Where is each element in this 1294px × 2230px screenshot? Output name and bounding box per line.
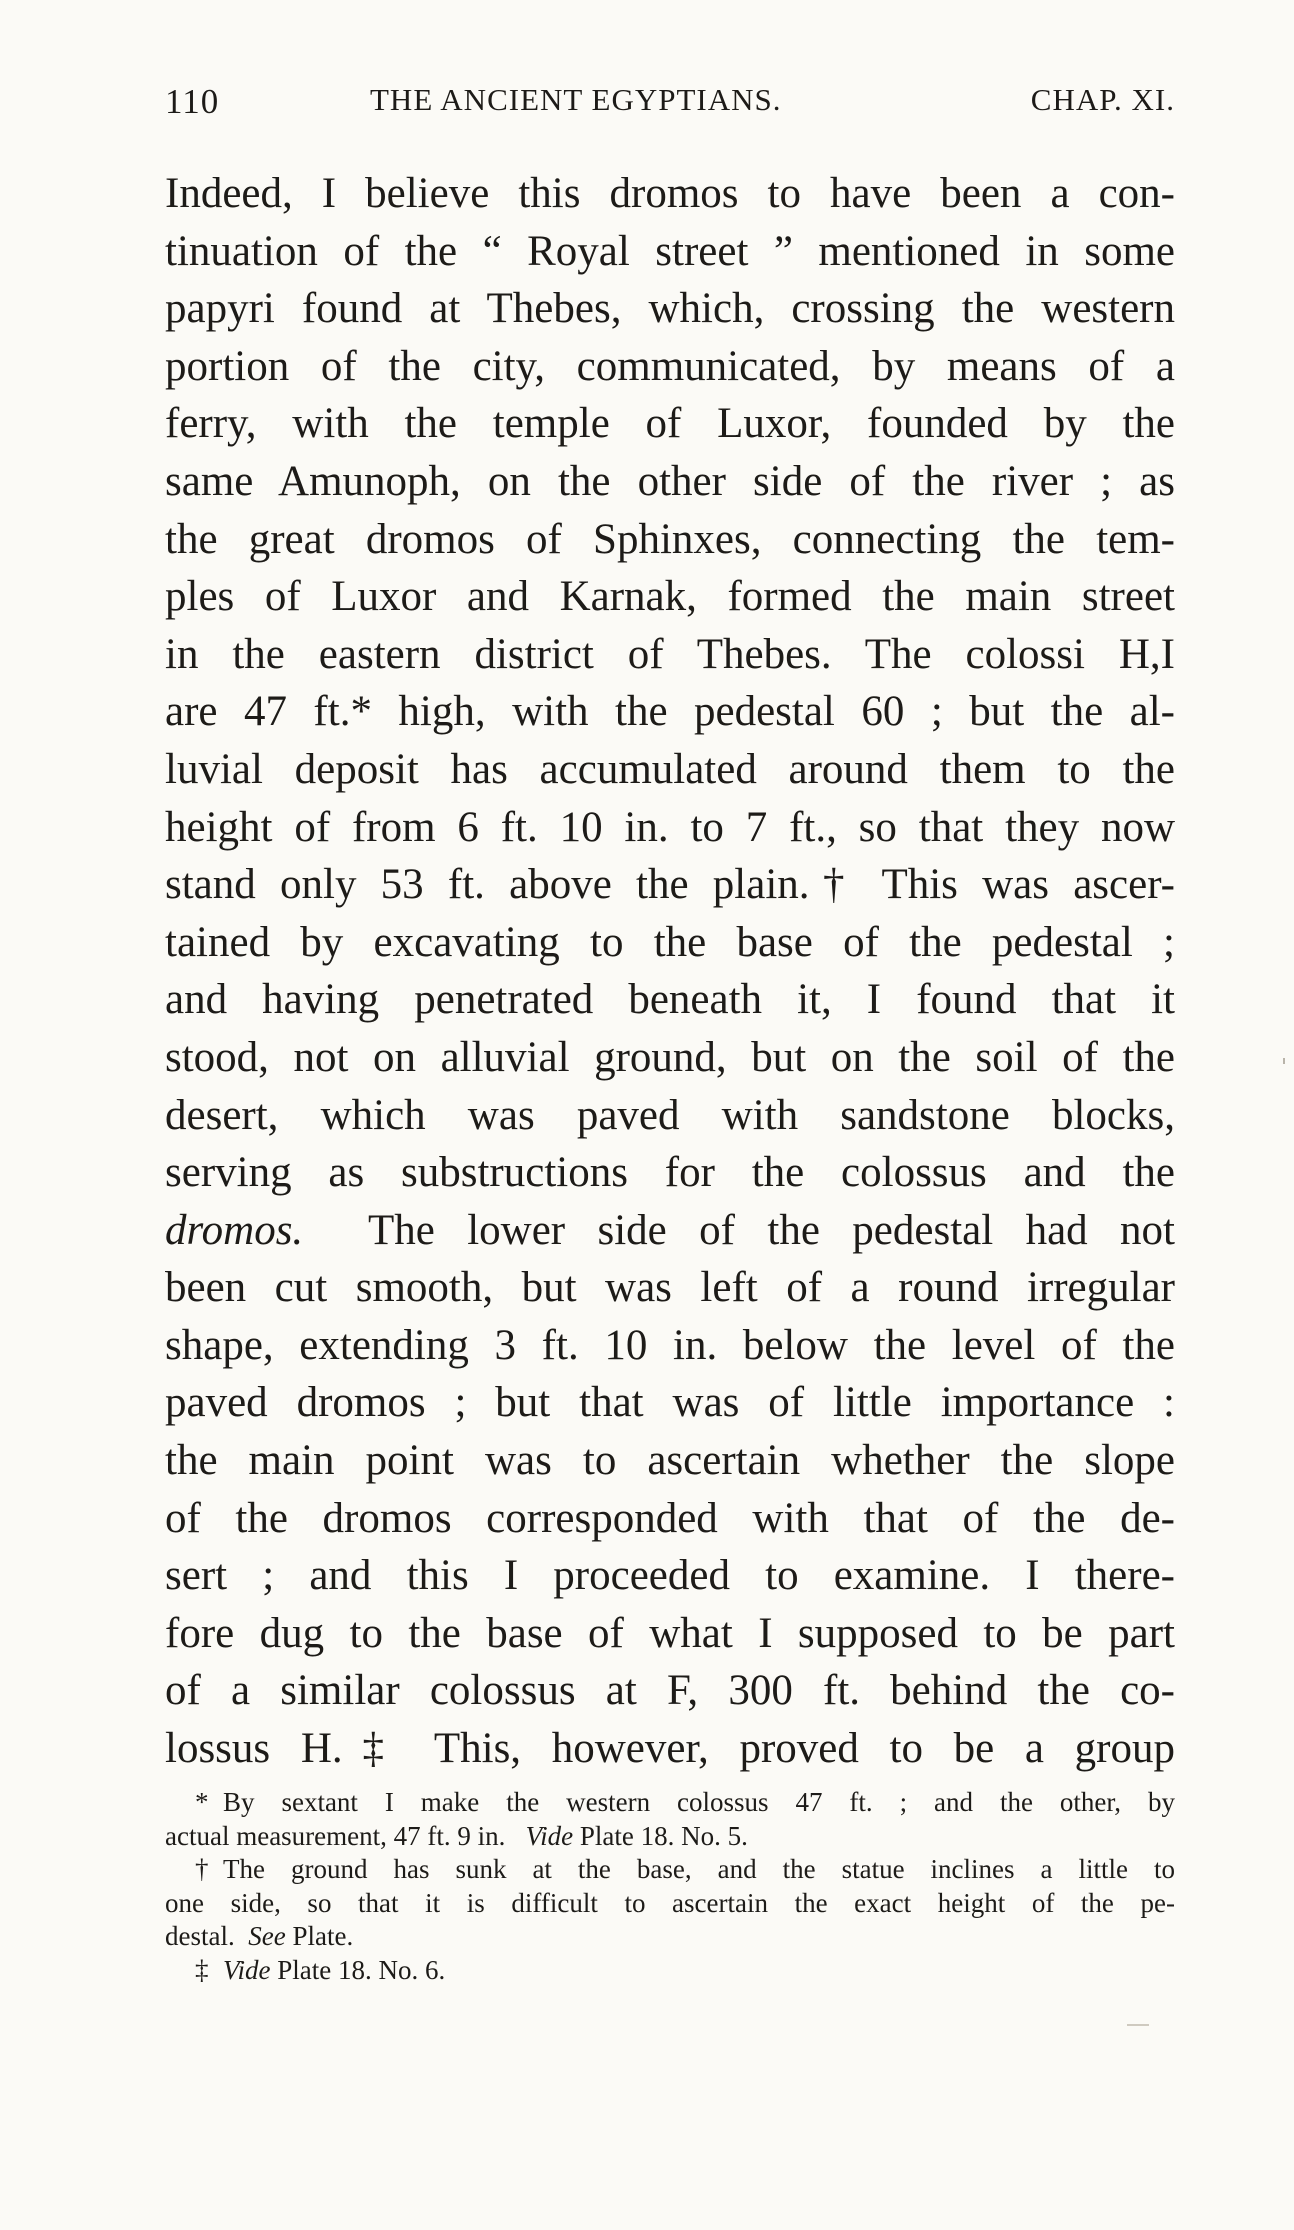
text-line: same Amunoph, on the other side of the river ; as [165,457,1175,505]
text-line: lossus H.‡ This, however, proved to be a group [165,1725,1175,1773]
text-line: papyri found at Thebes, which, crossing the western [165,285,1175,333]
text-line: and having penetrated beneath it, I found that it [165,976,1175,1024]
text-line: portion of the city, communicated, by means of a [165,342,1175,390]
footnote-2-cont: one side, so that it is difficult to ascertain the exact height of the pe- [165,1887,1175,1918]
text-line: paved dromos ; but that was of little importance : [165,1379,1175,1427]
text-line: desert, which was paved with sandstone blocks, [165,1091,1175,1139]
footnote-2: † The ground has sunk at the base, and the statue inclines a little to [165,1853,1175,1887]
text-line [165,1202,1175,1260]
footnote-2-cont: destal. See Plate. [165,1921,354,1951]
text-line: of a similar colossus at F, 300 ft. behind the co- [165,1667,1175,1715]
text-line: tinuation of the “ Royal street ” mentioned in some [165,227,1175,275]
footnote-mark: ‡ [195,1954,209,1985]
text-line: Indeed, I believe this dromos to have been a con- [165,170,1175,217]
text-line: been cut smooth, but was left of a round irregular [165,1264,1175,1312]
running-title: THE ANCIENT EGYPTIANS. [370,82,782,117]
body-text [165,165,1175,1778]
footnote-mark: * [195,1787,209,1817]
text-line: in the eastern district of Thebes. The colossi H,I [165,630,1175,678]
footnote-3: ‡ Vide Plate 18. No. 6. [165,1954,1175,1988]
text-line: the main point was to ascertain whether the slope [165,1437,1175,1485]
text-line: ferry, with the temple of Luxor, founded by the [165,400,1175,448]
text-line: are 47 ft.* high, with the pedestal 60 ; but the al- [165,688,1175,736]
footnote-1: * By sextant I make the western colossus 47 ft. ; and the other, by [165,1786,1175,1820]
footnotes [165,1786,1175,1987]
text-line: tained by excavating to the base of the pedestal ; [165,918,1175,966]
paper-speck [1283,1058,1285,1064]
text-line: fore dug to the base of what I supposed to be part [165,1609,1175,1657]
text-line: the great dromos of Sphinxes, connecting the tem- [165,515,1175,563]
running-header [165,82,1175,132]
text-line: of the dromos corresponded with that of the de- [165,1494,1175,1542]
footnote-1-cont: actual measurement, 47 ft. 9 in. Vide Plate 18. No. 5. [165,1820,748,1851]
text-line-rest: The lower side of the pedestal had not [367,1206,1175,1254]
italic-word: dromos. [165,1206,304,1254]
chapter-label: CHAP. XI. [1030,82,1175,117]
page-number: 110 [165,82,220,121]
text-line: luvial deposit has accumulated around them to the [165,745,1175,793]
text-line: ples of Luxor and Karnak, formed the main street [165,573,1175,621]
text-line: serving as substructions for the colossus and the [165,1149,1175,1197]
text-line: shape, extending 3 ft. 10 in. below the level of the [165,1321,1175,1369]
text-line: sert ; and this I proceeded to examine. I there- [165,1552,1175,1600]
footnote-mark: † [195,1854,209,1884]
text-line: stood, not on alluvial ground, but on the soil of the [165,1033,1175,1081]
paper-mark [1127,2024,1149,2026]
text-line: stand only 53 ft. above the plain.† This was ascer- [165,861,1175,909]
text-line: height of from 6 ft. 10 in. to 7 ft., so that they now [165,803,1175,851]
